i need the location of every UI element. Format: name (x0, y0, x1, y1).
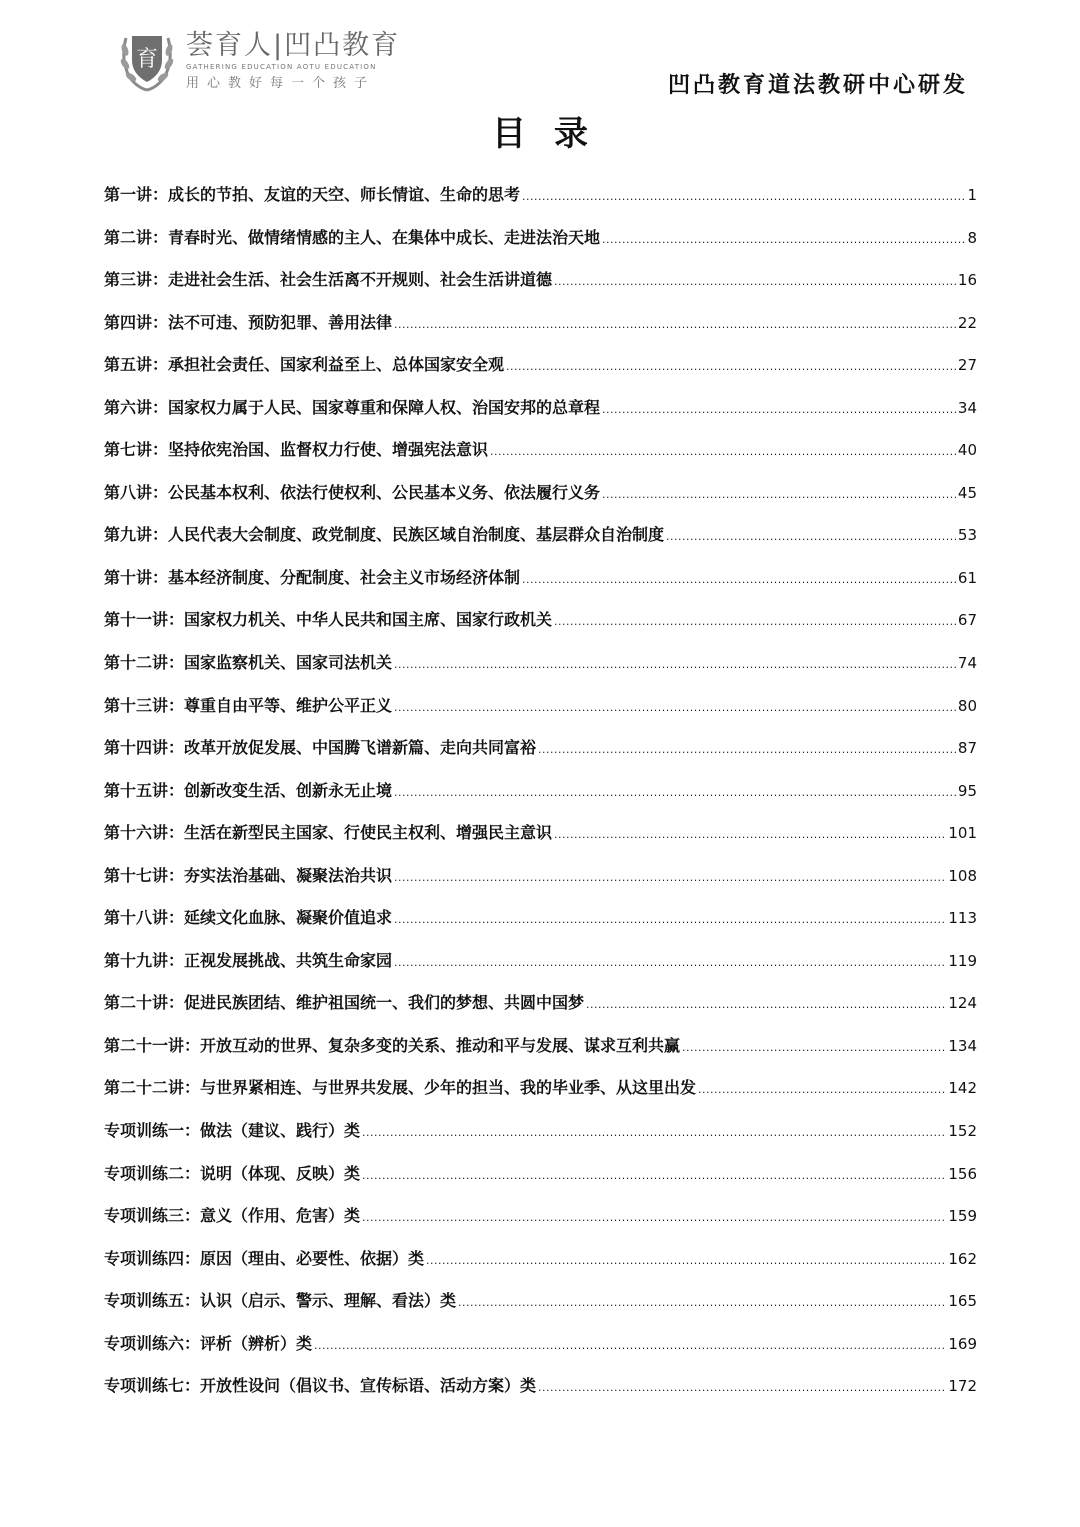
toc-dot-leader (602, 389, 956, 432)
toc-entry-page: 8 (967, 228, 977, 247)
toc-entry-title: 第十三讲：尊重自由平等、维护公平正义 (104, 695, 393, 715)
toc-dot-leader (538, 729, 956, 772)
toc-dot-leader (586, 984, 946, 1027)
toc-entry[interactable] (104, 1153, 977, 1196)
toc-entry-page: 34 (957, 398, 977, 417)
brand-logo (116, 28, 406, 98)
logo-main-text: 荟育人|凹凸教育 (186, 30, 401, 61)
toc-entry[interactable] (104, 259, 977, 302)
toc-entry-page: 142 (948, 1079, 977, 1098)
toc-entry[interactable] (104, 1280, 977, 1323)
toc-entry-title: 第十五讲：创新改变生活、创新永无止境 (104, 780, 393, 800)
toc-dot-leader (554, 814, 946, 857)
toc-entry-title: 第九讲：人民代表大会制度、政党制度、民族区域自治制度、基层群众自治制度 (104, 525, 665, 545)
toc-dot-leader (682, 1027, 946, 1070)
toc-entry-title: 专项训练二：说明（体现、反映）类 (104, 1163, 361, 1183)
toc-entry-title: 第十九讲：正视发展挑战、共筑生命家园 (104, 950, 393, 970)
toc-dot-leader (362, 1112, 946, 1155)
toc-entry-page: 1 (967, 186, 977, 204)
toc-entry-title: 专项训练五：认识（启示、警示、理解、看法）类 (104, 1291, 457, 1311)
toc-dot-leader (554, 601, 956, 644)
toc-dot-leader (394, 899, 946, 942)
toc-entry-page: 53 (957, 526, 977, 545)
toc-entry-title: 第六讲：国家权力属于人民、国家尊重和保障人权、治国安邦的总章程 (104, 397, 601, 417)
toc-title: 目录 (492, 114, 616, 154)
toc-dot-leader (394, 942, 946, 985)
toc-entry-title: 第二十二讲：与世界紧相连、与世界共发展、少年的担当、我的毕业季、从这里出发 (104, 1078, 697, 1098)
toc-entry-page: 67 (957, 611, 977, 630)
toc-dot-leader (314, 1325, 946, 1368)
toc-entry-title: 第二讲：青春时光、做情绪情感的主人、在集体中成长、走进法治天地 (104, 227, 601, 247)
toc-entry[interactable] (104, 1195, 977, 1238)
toc-dot-leader (394, 644, 956, 687)
page-header (0, 0, 1080, 110)
toc-entry-title: 第十七讲：夯实法治基础、凝聚法治共识 (104, 865, 393, 885)
toc-entry-page: 87 (957, 739, 977, 758)
toc-dot-leader (394, 304, 956, 347)
toc-entry[interactable] (104, 855, 977, 898)
toc-dot-leader (394, 687, 956, 730)
toc-entry[interactable] (104, 472, 977, 515)
toc-entry[interactable] (104, 344, 977, 387)
toc-entry[interactable] (104, 429, 977, 472)
toc-dot-leader (506, 346, 956, 389)
toc-entry-page: 61 (957, 568, 977, 587)
toc-entry-title: 第四讲：法不可违、预防犯罪、善用法律 (104, 312, 393, 332)
toc-dot-leader (490, 431, 956, 474)
toc-entry-title: 第十四讲：改革开放促发展、中国腾飞谱新篇、走向共同富裕 (104, 738, 537, 758)
toc-entry-page: 169 (948, 1334, 977, 1353)
toc-entry-page: 108 (948, 866, 977, 885)
toc-entry-page: 27 (957, 356, 977, 375)
toc-entry[interactable] (104, 812, 977, 855)
toc-entry-page: 134 (948, 1036, 977, 1055)
toc-list (104, 174, 977, 1408)
toc-entry-title: 第十二讲：国家监察机关、国家司法机关 (104, 653, 393, 673)
toc-entry[interactable] (104, 1067, 977, 1110)
toc-dot-leader (602, 219, 965, 262)
toc-entry[interactable] (104, 302, 977, 345)
toc-entry-page: 80 (957, 696, 977, 715)
toc-entry-title: 专项训练一：做法（建议、践行）类 (104, 1121, 361, 1141)
toc-dot-leader (602, 474, 956, 517)
toc-entry-page: 165 (948, 1292, 977, 1311)
toc-dot-leader (666, 516, 956, 559)
toc-entry-page: 22 (957, 313, 977, 332)
toc-entry-page: 45 (957, 483, 977, 502)
toc-entry-page: 101 (948, 824, 977, 843)
toc-entry[interactable] (104, 727, 977, 770)
toc-entry-title: 第二十讲：促进民族团结、维护祖国统一、我们的梦想、共圆中国梦 (104, 993, 585, 1013)
toc-entry[interactable] (104, 514, 977, 557)
toc-entry[interactable] (104, 770, 977, 813)
toc-entry[interactable] (104, 982, 977, 1025)
toc-entry-title: 第三讲：走进社会生活、社会生活离不开规则、社会生活讲道德 (104, 270, 553, 290)
toc-entry-page: 74 (957, 654, 977, 673)
toc-entry-page: 156 (948, 1164, 977, 1183)
toc-entry[interactable] (104, 1110, 977, 1153)
toc-entry-page: 152 (948, 1122, 977, 1141)
toc-dot-leader (698, 1069, 946, 1112)
toc-entry[interactable] (104, 557, 977, 600)
laurel-shield-emblem-icon (116, 28, 178, 92)
toc-entry[interactable] (104, 685, 977, 728)
toc-entry-page: 95 (957, 781, 977, 800)
toc-entry-page: 40 (957, 441, 977, 460)
emblem-char: 育 (135, 47, 159, 72)
toc-dot-leader (362, 1155, 946, 1198)
toc-entry-title: 专项训练三：意义（作用、危害）类 (104, 1206, 361, 1226)
toc-entry-title: 第五讲：承担社会责任、国家利益至上、总体国家安全观 (104, 355, 505, 375)
toc-entry-page: 159 (948, 1207, 977, 1226)
toc-entry-title: 第一讲：成长的节拍、友谊的天空、师长情谊、生命的思考 (104, 185, 521, 204)
org-title: 凹凸教育道法教研中心研发 (667, 72, 968, 98)
toc-entry-title: 专项训练七：开放性设问（倡议书、宣传标语、活动方案）类 (104, 1376, 537, 1396)
toc-entry[interactable] (104, 387, 977, 430)
toc-entry-title: 第十六讲：生活在新型民主国家、行使民主权利、增强民主意识 (104, 823, 553, 843)
toc-entry-title: 专项训练六：评析（辨析）类 (104, 1333, 313, 1353)
toc-entry[interactable] (104, 642, 977, 685)
toc-entry-title: 第十讲：基本经济制度、分配制度、社会主义市场经济体制 (104, 567, 521, 587)
toc-dot-leader (394, 857, 946, 900)
toc-entry-title: 第八讲：公民基本权利、依法行使权利、公民基本义务、依法履行义务 (104, 482, 601, 502)
toc-dot-leader (538, 1367, 946, 1410)
toc-entry[interactable] (104, 1025, 977, 1068)
toc-entry-title: 第十八讲：延续文化血脉、凝聚价值追求 (104, 908, 393, 928)
logo-sub-text: GATHERING EDUCATION AOTU EDUCATION (186, 63, 377, 71)
toc-entry[interactable] (104, 897, 977, 940)
toc-dot-leader (522, 176, 965, 219)
toc-entry-page: 16 (957, 271, 977, 290)
logo-slogan: 用心教好每一个孩子 (186, 76, 376, 91)
toc-entry[interactable] (104, 1365, 977, 1408)
toc-entry-title: 第二十一讲：开放互动的世界、复杂多变的关系、推动和平与发展、谋求互利共赢 (104, 1035, 681, 1055)
toc-entry[interactable] (104, 1323, 977, 1366)
logo-text-group (186, 30, 426, 92)
toc-dot-leader (522, 559, 956, 602)
toc-entry-page: 172 (948, 1377, 977, 1396)
toc-entry-page: 119 (948, 951, 977, 970)
toc-dot-leader (394, 772, 956, 815)
toc-dot-leader (426, 1240, 946, 1283)
toc-entry[interactable] (104, 174, 977, 217)
toc-entry-page: 113 (948, 909, 977, 928)
toc-dot-leader (362, 1197, 946, 1240)
toc-entry[interactable] (104, 940, 977, 983)
toc-entry-title: 第十一讲：国家权力机关、中华人民共和国主席、国家行政机关 (104, 610, 553, 630)
toc-entry-title: 第七讲：坚持依宪治国、监督权力行使、增强宪法意识 (104, 440, 489, 460)
toc-entry[interactable] (104, 599, 977, 642)
toc-entry-title: 专项训练四：原因（理由、必要性、依据）类 (104, 1248, 425, 1268)
toc-entry-page: 124 (948, 994, 977, 1013)
toc-entry[interactable] (104, 217, 977, 260)
toc-entry[interactable] (104, 1238, 977, 1281)
toc-dot-leader (554, 261, 956, 304)
toc-dot-leader (458, 1282, 946, 1325)
toc-entry-page: 162 (948, 1249, 977, 1268)
